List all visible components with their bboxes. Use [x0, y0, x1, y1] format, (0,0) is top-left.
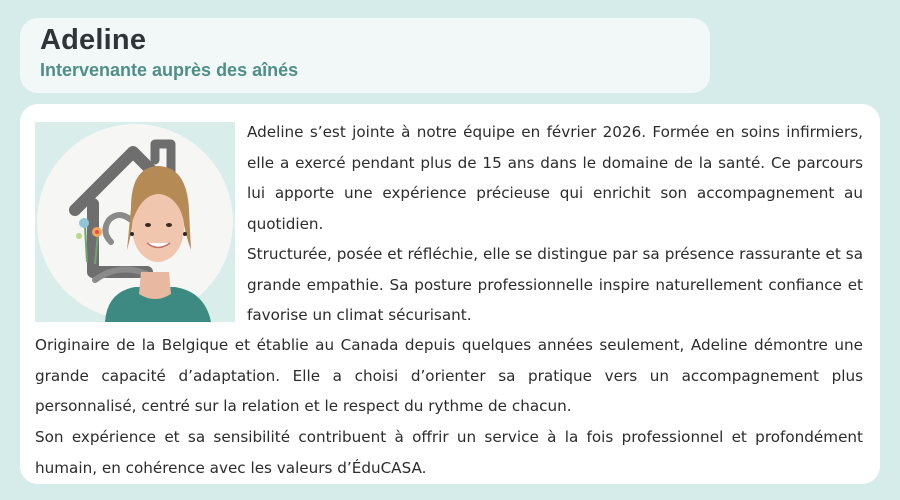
profile-photo — [35, 122, 235, 322]
bio-paragraph: Originaire de la Belgique et établie au Canada depuis quelques années seulement, Adeline démontre une grande capacité d’adaptation. Elle a choisi d’orienter sa pratique vers un accompagnement plus personnalisé, centré sur la relation et le respect du rythme de chacun. — [35, 336, 863, 416]
bio-card — [20, 104, 880, 484]
bio-paragraph: Son expérience et sa sensibilité contribuent à offrir un service à la fois professionnel et profondément humain, en cohérence avec les valeurs d’ÉduCASA. — [35, 428, 863, 477]
profile-role: Intervenante auprès des aînés — [40, 60, 299, 80]
bio-paragraph: Structurée, posée et réfléchie, elle se distingue par sa présence rassurante et sa grande empathie. Sa posture professionnelle inspire naturellement confiance et favorise un climat sécurisant. — [247, 245, 863, 325]
profile-header — [20, 18, 710, 93]
bio-paragraph: Adeline s’est jointe à notre équipe en février 2026. Formée en soins infirmiers, elle a exercé pendant plus de 15 ans dans le domaine de la santé. Ce parcours lui apporte une expérience précieuse qui enrichit son accompagnement au quotidien. — [247, 123, 863, 233]
profile-name: Adeline — [40, 24, 147, 56]
portrait-image — [35, 122, 235, 322]
